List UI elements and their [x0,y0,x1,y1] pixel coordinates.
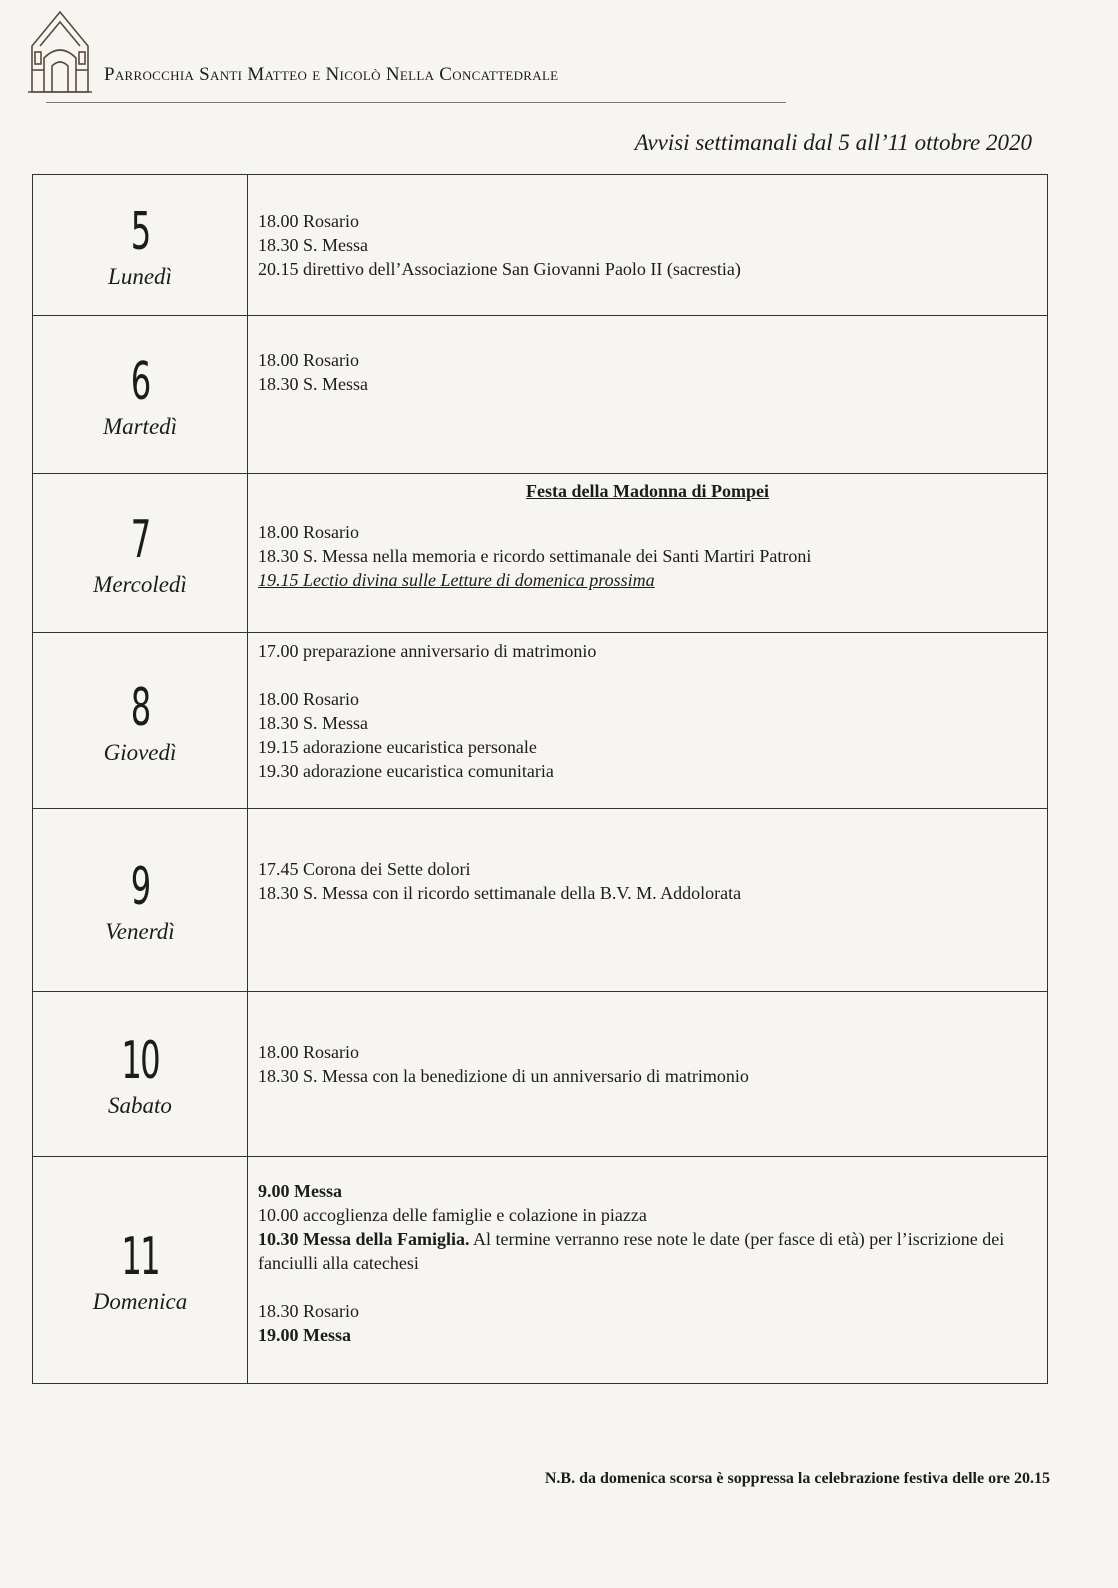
header [24,6,784,106]
day-name: Domenica [92,1289,188,1314]
event-item: 10.00 accoglienza delle famiglie e colazione in piazza [258,1205,647,1225]
event-item: 18.30 S. Messa nella memoria e ricordo settimanale dei Santi Martiri Patroni [258,546,812,566]
event-item: 18.30 S. Messa [258,713,369,733]
day-cell [33,809,248,991]
event-item: 20.15 direttivo dell’Associazione San Giovanni Paolo II (sacrestia) [258,259,741,279]
day-name: Sabato [108,1093,172,1118]
header-divider [46,102,786,103]
event-item: 19.15 adorazione eucaristica personale [258,737,537,757]
day-number: 7 [130,510,150,570]
event-item: 18.00 Rosario [258,522,359,542]
events-cell [248,316,1047,473]
event-item: 18.30 S. Messa [258,235,369,255]
event-item: 17.00 preparazione anniversario di matrimonio [258,641,597,661]
events-cell [248,633,1047,808]
events-cell [248,992,1047,1156]
day-name: Giovedì [103,739,177,765]
day-number: 6 [130,351,150,412]
day-number: 8 [130,677,150,738]
event-item [258,1227,1037,1275]
day-cell [33,1157,248,1383]
day-row-5 [33,175,1047,315]
week-title: Avvisi settimanali dal 5 all’11 ottobre 2020 [634,130,1032,155]
event-highlight: 10.30 Messa della Famiglia. [258,1229,470,1249]
day-row-9 [33,808,1047,991]
spacer [258,663,1037,687]
church-facade-icon [24,6,96,98]
events-cell [248,809,1047,991]
event-item: 18.30 S. Messa con il ricordo settimanale della B.V. M. Addolorata [258,883,742,903]
events-cell [248,175,1047,315]
events-cell [248,474,1047,632]
day-cell [33,316,248,473]
day-cell [33,992,248,1156]
day-cell [33,633,248,808]
event-detail: Al termine verranno rese note le date (per fasce di età) per l’iscrizione dei fanciulli alla catechesi [258,1229,1005,1273]
footer-note: N.B. da domenica scorsa è soppressa la celebrazione festiva delle ore 20.15 [544,1470,1050,1487]
spacer [258,1275,1037,1299]
day-cell [33,474,248,632]
event-item: 19.00 Messa [258,1325,351,1345]
day-number: 10 [121,1031,159,1091]
weekly-schedule-table [32,174,1048,1384]
feast-title: Festa della Madonna di Pompei [525,481,769,501]
day-name: Venerdì [105,919,175,944]
day-row-8 [33,632,1047,808]
event-item: 18.00 Rosario [258,211,359,231]
day-number: 9 [130,857,150,917]
parish-name: Parrocchia Santi Matteo e Nicolò Nella Concattedrale [104,64,559,85]
day-number: 11 [121,1227,159,1287]
event-item: 18.30 S. Messa [258,374,369,394]
event-item: 19.30 adorazione eucaristica comunitaria [258,761,554,781]
day-row-7 [33,473,1047,632]
day-name: Lunedì [108,264,172,289]
event-item: 9.00 Messa [258,1181,342,1201]
day-cell [33,175,248,315]
event-item: 18.00 Rosario [258,350,359,370]
day-name: Mercoledì [93,572,187,597]
day-name: Martedì [102,413,178,439]
event-item: 18.30 S. Messa con la benedizione di un anniversario di matrimonio [258,1066,749,1086]
day-row-11 [33,1156,1047,1383]
day-row-10 [33,991,1047,1156]
event-item: 18.00 Rosario [258,689,359,709]
event-item: 18.30 Rosario [258,1301,359,1321]
event-item: 17.45 Corona dei Sette dolori [258,859,471,879]
event-item: 18.00 Rosario [258,1042,359,1062]
events-cell [248,1157,1047,1383]
lectio-divina-event: 19.15 Lectio divina sulle Letture di domenica prossima [258,570,655,590]
day-row-6 [33,315,1047,473]
day-number: 5 [130,202,150,262]
